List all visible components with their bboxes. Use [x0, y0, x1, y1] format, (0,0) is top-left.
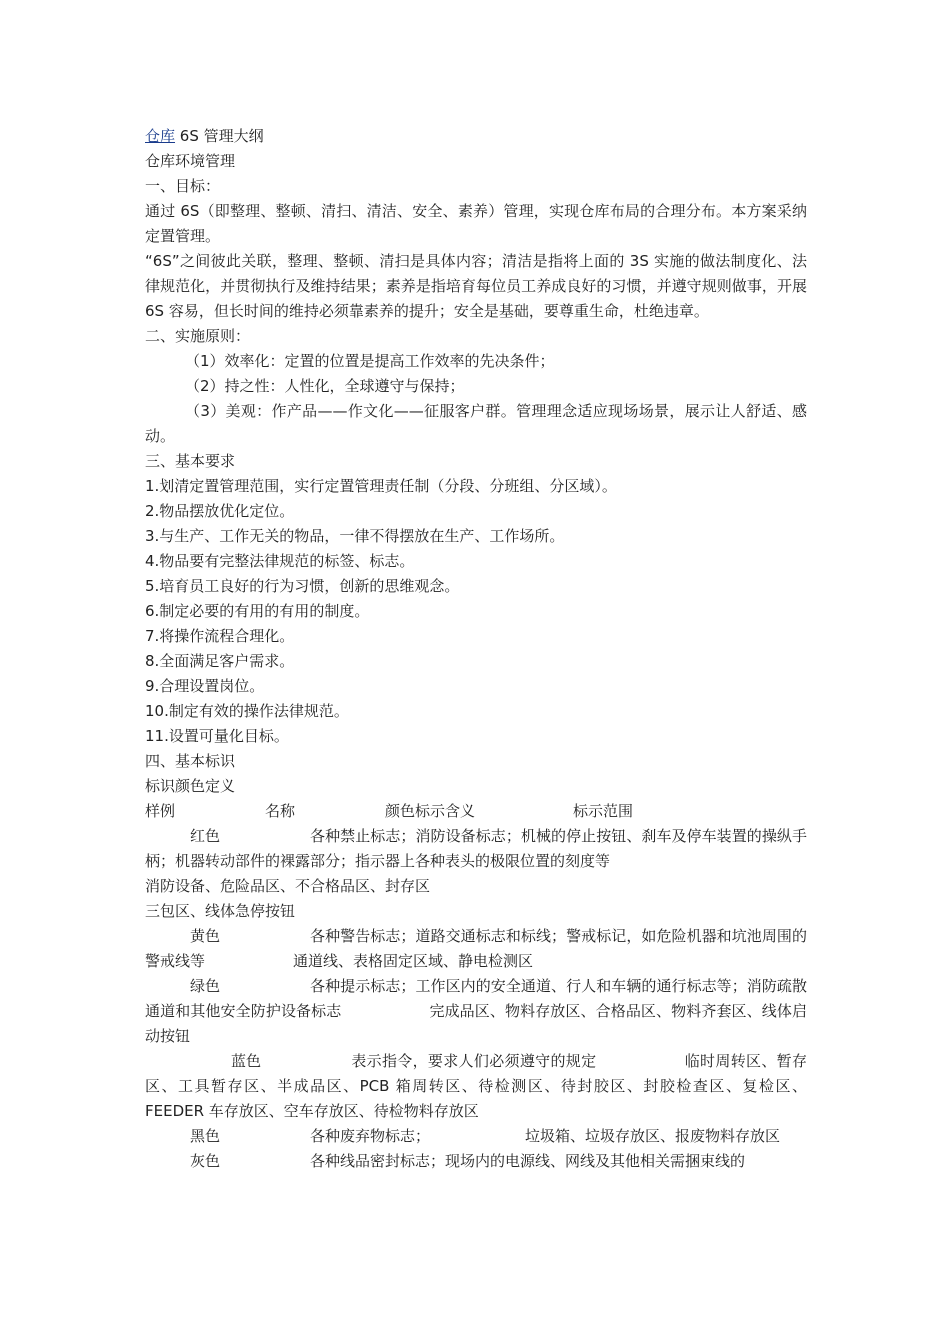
document-title	[145, 124, 807, 149]
document-subtitle: 仓库环境管理	[145, 152, 236, 170]
color-scope: 垃圾箱、垃圾存放区、报废物料存放区	[525, 1127, 781, 1145]
title-link[interactable]: 仓库	[145, 127, 176, 145]
requirement-item: 9.合理设置岗位。	[145, 677, 265, 695]
requirement-item: 11.设置可量化目标。	[145, 727, 289, 745]
color-row-gray	[145, 1149, 807, 1174]
color-row-yellow	[145, 924, 807, 974]
requirement-item: 2.物品摆放优化定位。	[145, 502, 295, 520]
header-sample: 样例	[145, 802, 176, 820]
color-table-header	[145, 799, 807, 824]
color-scope: 临时周转区、暂存区、工具暂存区、半成品区、PCB 箱周转区、待检测区、待封胶区、封胶检查区、复检区、FEEDER 车存放区、空车存放区、待检物料存放区	[145, 1052, 807, 1120]
title-text: 6S 管理大纲	[175, 127, 264, 145]
color-scope: 消防设备、危险品区、不合格品区、封存区	[145, 877, 431, 895]
section-4-subheading: 标识颜色定义	[145, 777, 236, 795]
section-1-paragraph-1: 通过 6S（即整理、整顿、清扫、清洁、安全、素养）管理，实现仓库布局的合理分布。本方案采纳定置管理。	[145, 202, 807, 245]
color-meaning: 表示指令，要求人们必须遵守的规定	[351, 1052, 597, 1070]
color-name: 黑色	[190, 1127, 221, 1145]
color-name: 绿色	[190, 977, 221, 995]
header-meaning: 颜色标示含义	[385, 802, 476, 820]
section-1-paragraph-2: “6S”之间彼此关联，整理、整顿、清扫是具体内容；清洁是指将上面的 3S 实施的做法制度化、法律规范化，并贯彻执行及维持结果；素养是指培育每位员工养成良好的习惯，并遵守规则做事，开展 6S 容易，但长时间的维持必须靠素养的提升；安全是基础，要尊重生命，杜绝违章。	[145, 252, 807, 320]
requirement-item: 6.制定必要的有用的有用的制度。	[145, 602, 370, 620]
color-meaning: 各种警告标志；道路交通标志和标线；警戒标记，如危险机器和坑池周围的警戒线等	[145, 927, 807, 970]
header-scope: 标示范围	[573, 802, 634, 820]
color-meaning: 各种禁止标志；消防设备标志；机械的停止按钮、刹车及停车装置的操纵手柄；机器转动部件的裸露部分；指示器上各种表头的极限位置的刻度等	[145, 827, 807, 870]
color-meaning: 各种废弃物标志；	[310, 1127, 431, 1145]
principle-item: （2）持之性：人性化，全球遵守与保持；	[185, 377, 465, 395]
requirement-item: 7.将操作流程合理化。	[145, 627, 295, 645]
requirement-item: 10.制定有效的操作法律规范。	[145, 702, 349, 720]
color-scope: 三包区、线体急停按钮	[145, 902, 296, 920]
color-scope: 完成品区、物料存放区、合格品区、物料齐套区、线体启动按钮	[145, 1002, 807, 1045]
requirement-item: 4.物品要有完整法律规范的标签、标志。	[145, 552, 415, 570]
requirement-item: 8.全面满足客户需求。	[145, 652, 295, 670]
requirement-item: 5.培育员工良好的行为习惯，创新的思维观念。	[145, 577, 460, 595]
header-name: 名称	[265, 802, 296, 820]
color-meaning: 各种提示标志；工作区内的安全通道、行人和车辆的通行标志等；消防疏散通道和其他安全防护设备标志	[145, 977, 807, 1020]
color-row-red	[145, 824, 807, 874]
color-name: 红色	[190, 827, 221, 845]
color-row-black	[145, 1124, 807, 1149]
requirement-item: 3.与生产、工作无关的物品，一律不得摆放在生产、工作场所。	[145, 527, 565, 545]
principle-item: （1）效率化：定置的位置是提高工作效率的先决条件；	[185, 352, 555, 370]
section-2-heading: 二、实施原则：	[145, 327, 251, 345]
color-meaning: 各种线品密封标志；现场内的电源线、网线及其他相关需捆束线的	[310, 1152, 746, 1170]
principle-item: （3）美观：作产品——作文化——征服客户群。管理理念适应现场场景，展示让人舒适、感动。	[145, 402, 807, 445]
section-1-heading: 一、目标：	[145, 177, 221, 195]
color-row-blue	[145, 1049, 807, 1124]
color-scope: 通道线、表格固定区域、静电检测区	[293, 952, 534, 970]
color-name: 蓝色	[231, 1052, 262, 1070]
color-row-green	[145, 974, 807, 1049]
color-name: 灰色	[190, 1152, 221, 1170]
section-3-heading: 三、基本要求	[145, 452, 236, 470]
color-name: 黄色	[190, 927, 221, 945]
requirement-item: 1.划清定置管理范围，实行定置管理责任制（分段、分班组、分区域）。	[145, 477, 617, 495]
document-page	[145, 124, 807, 1174]
section-4-heading: 四、基本标识	[145, 752, 236, 770]
